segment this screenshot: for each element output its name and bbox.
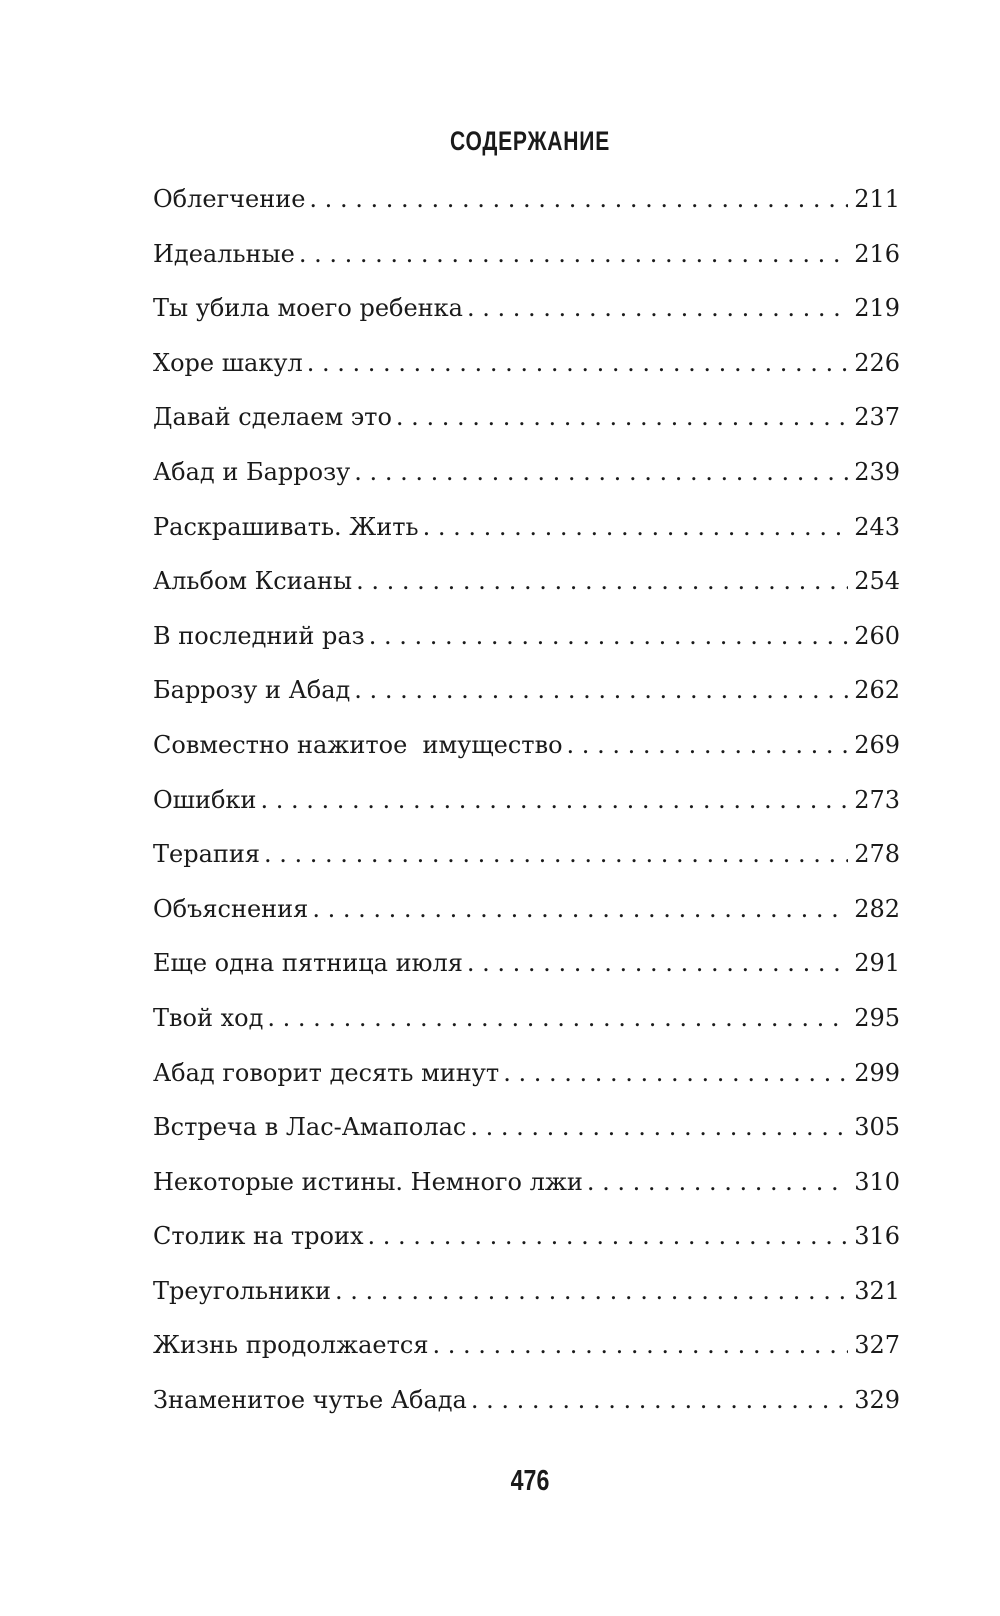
toc-entry	[153, 1223, 900, 1278]
toc-entry	[153, 841, 900, 896]
toc-entry-title: Абад говорит десять минут	[153, 1058, 500, 1087]
toc-entry	[153, 241, 900, 296]
dot-leader	[309, 186, 848, 212]
toc-entry	[153, 1005, 900, 1060]
toc-entry	[153, 732, 900, 787]
dot-leader	[423, 514, 849, 540]
toc-entry	[153, 350, 900, 405]
dot-leader	[503, 1060, 848, 1086]
toc-entry-title: Ты убила моего ребенка	[153, 294, 463, 323]
toc-entry	[153, 623, 900, 678]
toc-entry-title: Столик на троих	[153, 1222, 364, 1251]
toc-entry	[153, 514, 900, 569]
dot-leader	[471, 1387, 848, 1413]
dot-leader	[587, 1169, 848, 1195]
dot-leader	[312, 896, 848, 922]
toc-entry-page: 299	[854, 1058, 900, 1087]
toc-entry-title: Баррозу и Абад	[153, 676, 351, 705]
toc-entry-title: Ошибки	[153, 785, 257, 814]
dot-leader	[470, 1114, 848, 1140]
toc-entry	[153, 677, 900, 732]
dot-leader	[368, 1223, 849, 1249]
toc-entry-page: 316	[854, 1222, 900, 1251]
toc-entry-title: Терапия	[153, 840, 261, 869]
toc-entry-page: 254	[854, 567, 900, 596]
toc-entry	[153, 1278, 900, 1333]
toc-entry-title: Альбом Ксианы	[153, 567, 353, 596]
toc-entry	[153, 1332, 900, 1387]
dot-leader	[369, 623, 848, 649]
toc-entry-title: Встреча в Лас-Амаполас	[153, 1113, 467, 1142]
toc-entry-title: Облегчение	[153, 185, 306, 213]
toc-entry-page: 327	[854, 1331, 900, 1360]
toc-entry-page: 291	[854, 949, 900, 978]
toc-entry	[153, 1387, 900, 1442]
toc-entry-title: Давай сделаем это	[153, 403, 392, 432]
toc-entry-title: Идеальные	[153, 239, 295, 268]
toc-entry-page: 243	[854, 512, 900, 541]
toc-entry-title: Знаменитое чутье Абада	[153, 1386, 467, 1415]
dot-leader	[354, 677, 848, 703]
toc-entry-page: 310	[854, 1167, 900, 1196]
dot-leader	[467, 950, 848, 976]
toc-entry-title: Некоторые истины. Немного лжи	[153, 1167, 583, 1196]
toc-entry	[153, 404, 900, 459]
dot-leader	[307, 350, 848, 376]
toc-entry-page: 282	[854, 894, 900, 923]
dot-leader	[356, 568, 848, 594]
toc-entry-title: Еще одна пятница июля	[153, 949, 463, 978]
dot-leader	[260, 787, 848, 813]
toc-entry-page: 305	[854, 1113, 900, 1142]
dot-leader	[335, 1278, 848, 1304]
toc-entry-page: 219	[854, 294, 900, 323]
toc-entry-title: Треугольники	[153, 1276, 332, 1305]
toc-entry-title: Жизнь продолжается	[153, 1331, 429, 1360]
toc-entry	[153, 787, 900, 842]
dot-leader	[432, 1332, 848, 1358]
dot-leader	[299, 241, 848, 267]
toc-entry-page: 216	[854, 239, 900, 268]
toc-entry-page: 269	[854, 730, 900, 759]
toc-entry-page: 211	[854, 185, 900, 213]
toc-entry-page: 262	[854, 676, 900, 705]
toc-entry-title: Совместно нажитое имущество	[153, 730, 563, 759]
page-number: 476	[510, 1465, 550, 1497]
dot-leader	[396, 404, 848, 430]
toc-entry-title: Хоре шакул	[153, 348, 303, 377]
toc-entry-title: Объяснения	[153, 894, 309, 923]
toc-entry-title: Твой ход	[153, 1003, 264, 1032]
toc-entry-page: 321	[854, 1276, 900, 1305]
toc-entry-page: 273	[854, 785, 900, 814]
toc-entry-page: 295	[854, 1003, 900, 1032]
toc-entry-title: Абад и Баррозу	[153, 457, 351, 486]
dot-leader	[354, 459, 848, 485]
dot-leader	[467, 295, 848, 321]
table-of-contents	[153, 186, 900, 1442]
toc-entry-title: Раскрашивать. Жить	[153, 512, 419, 541]
toc-entry	[153, 186, 900, 241]
toc-entry-page: 239	[854, 457, 900, 486]
toc-entry	[153, 295, 900, 350]
toc-entry-page: 260	[854, 621, 900, 650]
toc-entry-page: 329	[854, 1386, 900, 1415]
toc-entry	[153, 1169, 900, 1224]
page-title: СОДЕРЖАНИЕ	[449, 126, 611, 156]
toc-entry	[153, 896, 900, 951]
toc-entry-title: В последний раз	[153, 621, 365, 650]
dot-leader	[267, 1005, 848, 1031]
toc-entry-page: 237	[854, 403, 900, 432]
dot-leader	[567, 732, 849, 758]
toc-entry	[153, 568, 900, 623]
toc-entry-page: 226	[854, 348, 900, 377]
toc-entry	[153, 950, 900, 1005]
toc-entry-page: 278	[854, 840, 900, 869]
toc-entry	[153, 1114, 900, 1169]
dot-leader	[264, 841, 848, 867]
toc-entry	[153, 459, 900, 514]
toc-entry	[153, 1060, 900, 1115]
